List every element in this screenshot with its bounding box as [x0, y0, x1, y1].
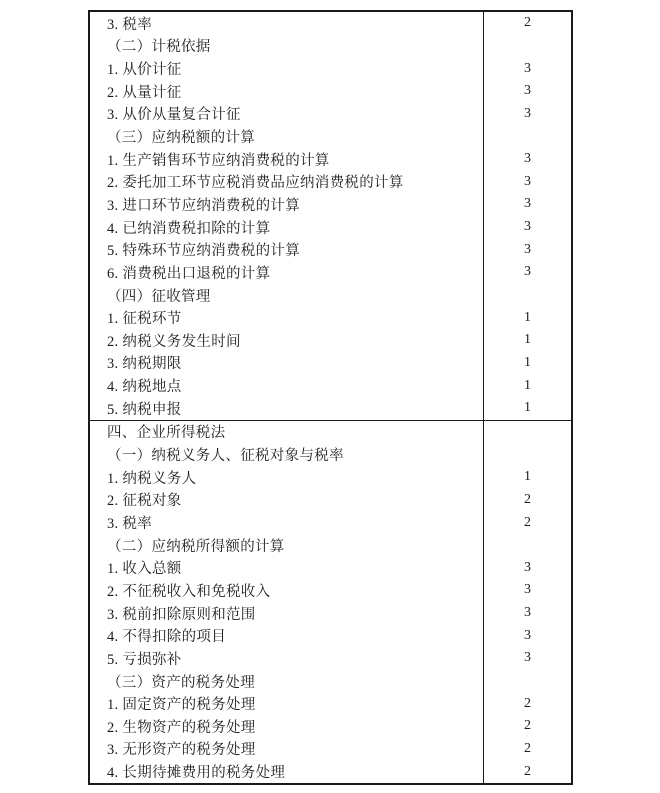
topic-cell: 6. 消费税出口退税的计算	[107, 265, 271, 282]
table-row	[90, 397, 571, 420]
level-cell: 2	[483, 489, 571, 512]
level-cell: 3	[483, 579, 571, 602]
level-cell	[483, 534, 571, 557]
topic-cell: （三）应纳税额的计算	[107, 130, 255, 147]
topic-cell: 2. 从量计征	[107, 84, 182, 101]
level-cell: 2	[483, 12, 571, 35]
level-cell: 3	[483, 193, 571, 216]
table-row	[90, 238, 571, 261]
topic-cell: 3. 税率	[107, 16, 152, 33]
table-section-upper	[90, 12, 571, 420]
topic-cell: 2. 纳税义务发生时间	[107, 333, 241, 350]
topic-cell: 3. 税前扣除原则和范围	[107, 606, 256, 623]
topic-cell: 4. 不得扣除的项目	[107, 629, 226, 646]
level-cell: 2	[483, 692, 571, 715]
topic-cell: （三）资产的税务处理	[107, 674, 255, 691]
topic-cell: 4. 长期待摊费用的税务处理	[107, 765, 286, 782]
topic-cell: 1. 征税环节	[107, 311, 182, 328]
topic-cell: 1. 固定资产的税务处理	[107, 697, 256, 714]
level-cell: 2	[483, 760, 571, 783]
topic-cell: 3. 纳税期限	[107, 356, 182, 373]
table-row	[90, 170, 571, 193]
table-row	[90, 624, 571, 647]
table-row	[90, 216, 571, 239]
topic-cell: （一）纳税义务人、征税对象与税率	[107, 448, 344, 465]
topic-cell: 1. 从价计征	[107, 62, 182, 79]
topic-cell: 3. 进口环节应纳消费税的计算	[107, 197, 300, 214]
level-cell: 3	[483, 80, 571, 103]
level-cell: 3	[483, 216, 571, 239]
level-cell: 3	[483, 624, 571, 647]
topic-cell: 1. 生产销售环节应纳消费税的计算	[107, 152, 330, 169]
level-cell: 3	[483, 57, 571, 80]
topic-cell: （二）应纳税所得额的计算	[107, 538, 285, 555]
table-row	[90, 352, 571, 375]
table-row	[90, 148, 571, 171]
table-row	[90, 374, 571, 397]
table-row	[90, 443, 571, 466]
table-row	[90, 511, 571, 534]
level-cell: 1	[483, 397, 571, 420]
topic-cell: 5. 特殊环节应纳消费税的计算	[107, 243, 300, 260]
topic-cell: 2. 生物资产的税务处理	[107, 719, 256, 736]
table-row	[90, 489, 571, 512]
table-row	[90, 80, 571, 103]
level-cell	[483, 443, 571, 466]
table-row	[90, 715, 571, 738]
topic-cell: 4. 纳税地点	[107, 379, 182, 396]
topic-cell: 1. 纳税义务人	[107, 470, 197, 487]
level-cell: 1	[483, 352, 571, 375]
level-cell	[483, 125, 571, 148]
level-cell: 3	[483, 238, 571, 261]
level-cell: 3	[483, 103, 571, 126]
topic-cell: 1. 收入总额	[107, 561, 182, 578]
table-row	[90, 760, 571, 783]
table-row	[90, 12, 571, 35]
level-cell: 3	[483, 261, 571, 284]
level-cell: 1	[483, 329, 571, 352]
level-cell: 3	[483, 148, 571, 171]
topic-cell: 2. 征税对象	[107, 493, 182, 510]
level-cell: 1	[483, 374, 571, 397]
level-cell	[483, 421, 571, 444]
table-section-lower	[90, 420, 571, 783]
table-row	[90, 57, 571, 80]
syllabus-table	[88, 10, 573, 785]
level-cell: 2	[483, 715, 571, 738]
level-cell: 1	[483, 306, 571, 329]
table-row	[90, 193, 571, 216]
topic-cell: 5. 纳税申报	[107, 401, 182, 418]
level-cell: 3	[483, 556, 571, 579]
level-cell	[483, 284, 571, 307]
topic-cell: 3. 无形资产的税务处理	[107, 742, 256, 759]
topic-cell: 2. 委托加工环节应税消费品应纳消费税的计算	[107, 175, 404, 192]
level-cell	[483, 35, 571, 58]
table-row	[90, 306, 571, 329]
table-row	[90, 261, 571, 284]
table-row	[90, 329, 571, 352]
topic-cell: 3. 税率	[107, 516, 152, 533]
table-row	[90, 556, 571, 579]
level-cell	[483, 670, 571, 693]
level-cell: 1	[483, 466, 571, 489]
table-row	[90, 125, 571, 148]
table-row	[90, 466, 571, 489]
level-cell: 3	[483, 170, 571, 193]
table-row	[90, 692, 571, 715]
table-row	[90, 738, 571, 761]
topic-cell: （二）计税依据	[107, 39, 211, 56]
table-row	[90, 35, 571, 58]
table-row	[90, 284, 571, 307]
level-cell: 2	[483, 738, 571, 761]
level-cell: 3	[483, 602, 571, 625]
topic-cell: 3. 从价从量复合计征	[107, 107, 241, 124]
topic-cell: 5. 亏损弥补	[107, 651, 182, 668]
table-row	[90, 647, 571, 670]
table-row	[90, 534, 571, 557]
table-row	[90, 579, 571, 602]
table-row	[90, 670, 571, 693]
topic-cell: 四、企业所得税法	[107, 425, 226, 442]
topic-cell: （四）征收管理	[107, 288, 211, 305]
level-cell: 2	[483, 511, 571, 534]
topic-cell: 2. 不征税收入和免税收入	[107, 583, 271, 600]
level-cell: 3	[483, 647, 571, 670]
topic-cell: 4. 已纳消费税扣除的计算	[107, 220, 271, 237]
table-row	[90, 103, 571, 126]
table-row	[90, 602, 571, 625]
table-row	[90, 421, 571, 444]
